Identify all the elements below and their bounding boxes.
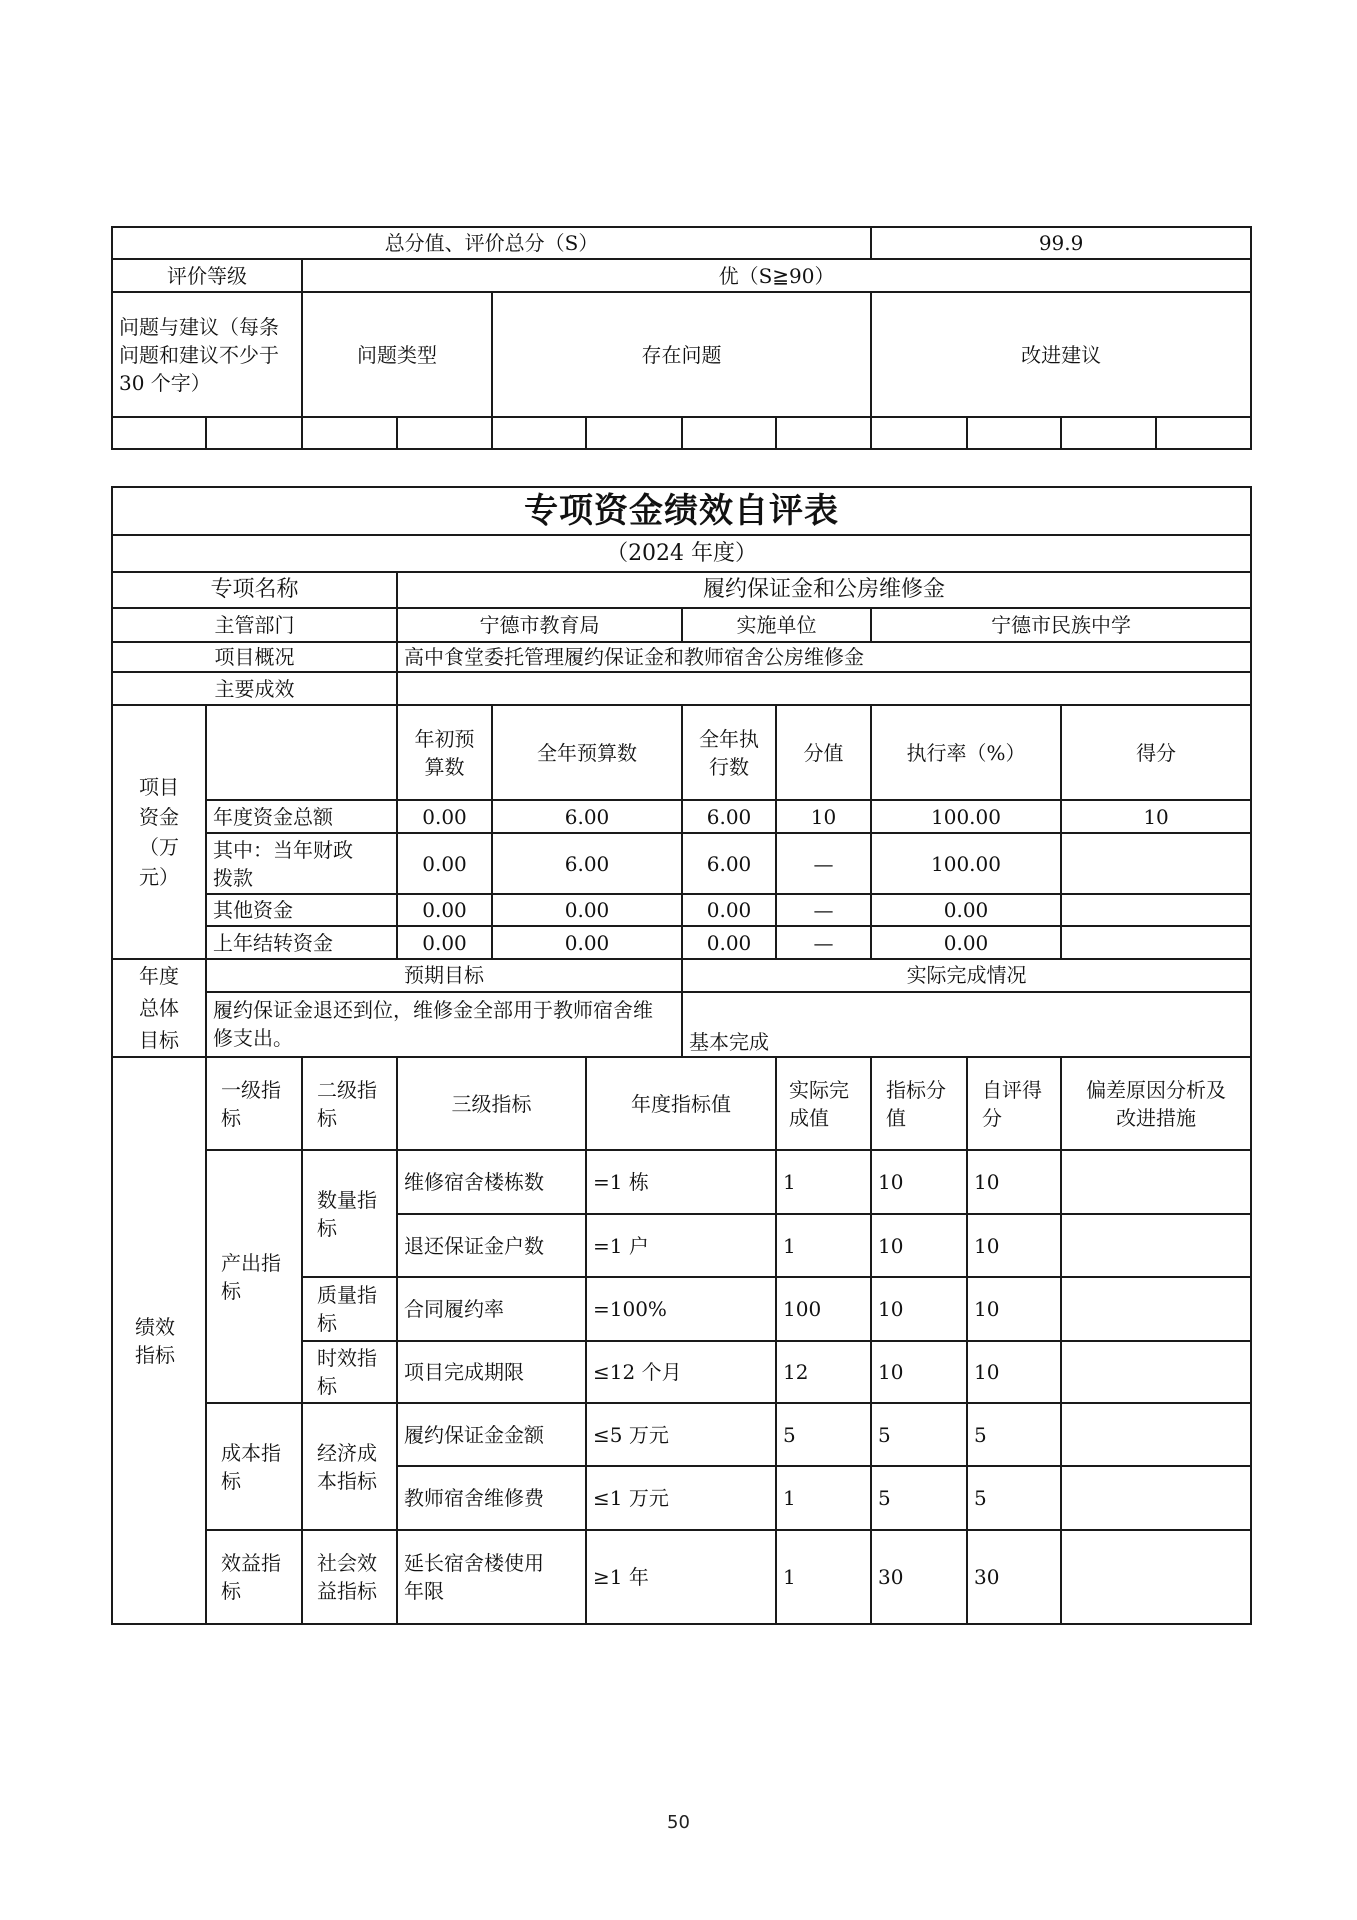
indicator-analysis	[1061, 1277, 1251, 1341]
perf-header-level3: 三级指标	[397, 1057, 586, 1150]
perf-header-analysis: 偏差原因分析及改进措施	[1061, 1057, 1251, 1150]
indicator-row	[112, 1150, 1251, 1214]
total-score-value: 99.9	[871, 227, 1251, 259]
achievement-value	[397, 672, 1251, 705]
indicator-score: 10	[967, 1277, 1061, 1341]
evaluation-summary-table	[111, 226, 1252, 450]
funds-row-label: 其他资金	[206, 894, 397, 926]
indicator-analysis	[1061, 1150, 1251, 1214]
funds-score: 10	[1061, 800, 1251, 833]
perf-header-level1: 一级指标	[206, 1057, 302, 1150]
dept-value: 宁德市教育局	[397, 608, 682, 642]
existing-issue-header: 存在问题	[492, 292, 871, 417]
funds-header-initial: 年初预算数	[397, 705, 492, 800]
funds-header-rate: 执行率（%）	[871, 705, 1061, 800]
indicator-target: =1 栋	[586, 1150, 776, 1214]
funds-score-value: —	[776, 833, 871, 894]
indicator-name: 教师宿舍维修费	[397, 1466, 586, 1530]
issues-label: 问题与建议（每条问题和建议不少于 30 个字）	[112, 292, 302, 417]
indicator-score: 5	[967, 1403, 1061, 1466]
indicator-score: 30	[967, 1530, 1061, 1624]
empty-cell	[586, 417, 682, 449]
funds-score	[1061, 926, 1251, 959]
expected-goal-header: 预期目标	[206, 959, 682, 992]
funds-rate: 100.00	[871, 800, 1061, 833]
empty-cell	[682, 417, 776, 449]
goals-section-label: 年度总体目标	[112, 959, 206, 1057]
expected-goal-text: 履约保证金退还到位，维修金全部用于教师宿舍维修支出。	[206, 992, 682, 1057]
actual-completion-header: 实际完成情况	[682, 959, 1251, 992]
funds-annual: 0.00	[492, 926, 682, 959]
performance-section-label: 绩效指标	[112, 1057, 206, 1624]
indicator-weight: 10	[871, 1150, 967, 1214]
funds-annual: 0.00	[492, 894, 682, 926]
funds-header-annual: 全年预算数	[492, 705, 682, 800]
funds-rate: 0.00	[871, 926, 1061, 959]
indicator-row	[112, 1530, 1251, 1624]
indicator-weight: 10	[871, 1214, 967, 1277]
indicator-weight: 5	[871, 1403, 967, 1466]
indicator-score: 10	[967, 1150, 1061, 1214]
indicator-analysis	[1061, 1341, 1251, 1403]
overview-label: 项目概况	[112, 642, 397, 672]
level2-quantity: 数量指标	[302, 1150, 397, 1277]
indicator-weight: 5	[871, 1466, 967, 1530]
indicator-target: ≤12 个月	[586, 1341, 776, 1403]
improvement-header: 改进建议	[871, 292, 1251, 417]
funds-rate: 0.00	[871, 894, 1061, 926]
funds-initial: 0.00	[397, 894, 492, 926]
level1-output: 产出指标	[206, 1150, 302, 1403]
indicator-analysis	[1061, 1466, 1251, 1530]
level1-cost: 成本指标	[206, 1403, 302, 1530]
perf-header-actual: 实际完成值	[776, 1057, 871, 1150]
funds-section-label: 项目资金（万元）	[112, 705, 206, 959]
funds-row-label: 上年结转资金	[206, 926, 397, 959]
overview-value: 高中食堂委托管理履约保证金和教师宿舍公房维修金	[397, 642, 1251, 672]
indicator-name: 延长宿舍楼使用年限	[397, 1530, 586, 1624]
funds-score-value: —	[776, 926, 871, 959]
funds-score-value: 10	[776, 800, 871, 833]
empty-cell	[967, 417, 1061, 449]
indicator-name: 退还保证金户数	[397, 1214, 586, 1277]
empty-cell	[1156, 417, 1251, 449]
funds-executed: 6.00	[682, 800, 776, 833]
empty-cell	[871, 417, 967, 449]
indicator-actual: 1	[776, 1150, 871, 1214]
indicator-name: 合同履约率	[397, 1277, 586, 1341]
indicator-name: 项目完成期限	[397, 1341, 586, 1403]
funds-executed: 0.00	[682, 926, 776, 959]
perf-header-level2: 二级指标	[302, 1057, 397, 1150]
indicator-weight: 30	[871, 1530, 967, 1624]
funds-header-executed: 全年执行数	[682, 705, 776, 800]
indicator-name: 履约保证金金额	[397, 1403, 586, 1466]
indicator-analysis	[1061, 1403, 1251, 1466]
empty-cell	[206, 417, 302, 449]
indicator-score: 5	[967, 1466, 1061, 1530]
achievement-label: 主要成效	[112, 672, 397, 705]
empty-cell	[776, 417, 871, 449]
indicator-name: 维修宿舍楼栋数	[397, 1150, 586, 1214]
indicator-actual: 12	[776, 1341, 871, 1403]
funds-score	[1061, 894, 1251, 926]
funds-executed: 0.00	[682, 894, 776, 926]
performance-self-evaluation-form	[111, 486, 1252, 1625]
indicator-actual: 1	[776, 1214, 871, 1277]
form-title: 专项资金绩效自评表	[112, 487, 1251, 535]
project-name-label: 专项名称	[112, 572, 397, 608]
indicator-target: ≥1 年	[586, 1530, 776, 1624]
funds-row	[112, 926, 1251, 959]
funds-header-blank	[206, 705, 397, 800]
funds-row-label: 其中：当年财政拨款	[206, 833, 397, 894]
project-name-value: 履约保证金和公房维修金	[397, 572, 1251, 608]
total-score-label: 总分值、评价总分（S）	[112, 227, 871, 259]
level2-social-benefit: 社会效益指标	[302, 1530, 397, 1624]
funds-rate: 100.00	[871, 833, 1061, 894]
indicator-actual: 1	[776, 1466, 871, 1530]
indicator-target: =1 户	[586, 1214, 776, 1277]
funds-row	[112, 833, 1251, 894]
funds-header-score: 得分	[1061, 705, 1251, 800]
funds-row	[112, 894, 1251, 926]
level2-quality: 质量指标	[302, 1277, 397, 1341]
funds-score	[1061, 833, 1251, 894]
funds-annual: 6.00	[492, 800, 682, 833]
funds-header-score-value: 分值	[776, 705, 871, 800]
funds-initial: 0.00	[397, 800, 492, 833]
impl-unit-value: 宁德市民族中学	[871, 608, 1251, 642]
grade-label: 评价等级	[112, 259, 302, 292]
perf-header-target: 年度指标值	[586, 1057, 776, 1150]
indicator-score: 10	[967, 1214, 1061, 1277]
indicator-target: ≤1 万元	[586, 1466, 776, 1530]
funds-row-label: 年度资金总额	[206, 800, 397, 833]
perf-header-weight: 指标分值	[871, 1057, 967, 1150]
empty-cell	[492, 417, 586, 449]
indicator-analysis	[1061, 1214, 1251, 1277]
grade-value: 优（S≧90）	[302, 259, 1251, 292]
empty-row	[112, 417, 1251, 449]
indicator-target: ≤5 万元	[586, 1403, 776, 1466]
indicator-row	[112, 1403, 1251, 1466]
funds-executed: 6.00	[682, 833, 776, 894]
indicator-weight: 10	[871, 1341, 967, 1403]
actual-completion-text: 基本完成	[682, 992, 1251, 1057]
perf-header-score: 自评得分	[967, 1057, 1061, 1150]
empty-cell	[112, 417, 206, 449]
indicator-weight: 10	[871, 1277, 967, 1341]
empty-cell	[302, 417, 397, 449]
funds-initial: 0.00	[397, 926, 492, 959]
funds-initial: 0.00	[397, 833, 492, 894]
level1-benefit: 效益指标	[206, 1530, 302, 1624]
dept-label: 主管部门	[112, 608, 397, 642]
indicator-score: 10	[967, 1341, 1061, 1403]
issue-type-header: 问题类型	[302, 292, 492, 417]
indicator-target: =100%	[586, 1277, 776, 1341]
empty-cell	[1061, 417, 1156, 449]
funds-annual: 6.00	[492, 833, 682, 894]
empty-cell	[397, 417, 492, 449]
indicator-actual: 5	[776, 1403, 871, 1466]
level2-timeliness: 时效指标	[302, 1341, 397, 1403]
indicator-actual: 1	[776, 1530, 871, 1624]
funds-row	[112, 800, 1251, 833]
page-number: 50	[667, 1812, 690, 1833]
funds-score-value: —	[776, 894, 871, 926]
level2-economic-cost: 经济成本指标	[302, 1403, 397, 1530]
impl-unit-label: 实施单位	[682, 608, 871, 642]
indicator-analysis	[1061, 1530, 1251, 1624]
indicator-actual: 100	[776, 1277, 871, 1341]
form-year: （2024 年度）	[112, 535, 1251, 572]
